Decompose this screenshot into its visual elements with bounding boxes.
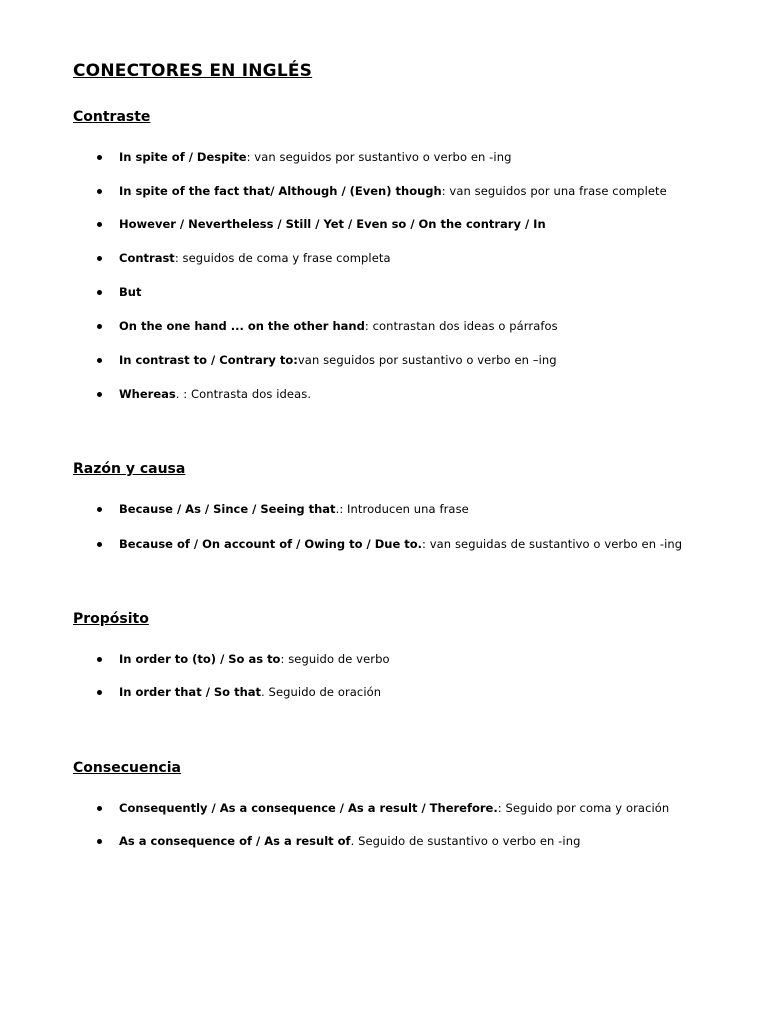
bullet-icon xyxy=(97,222,102,227)
connector-description: : seguidos de coma y frase completa xyxy=(174,251,391,265)
section-heading-proposito: Propósito xyxy=(73,611,149,627)
connector-description: . : Contrasta dos ideas. xyxy=(175,387,312,401)
list-item xyxy=(95,181,667,201)
connector-description: . Seguido de oración xyxy=(261,685,382,699)
list-item xyxy=(95,649,390,669)
connector-term: In order to (to) / So as to xyxy=(119,652,281,666)
bullet-icon xyxy=(97,358,102,363)
bullet-icon xyxy=(97,256,102,261)
list-item xyxy=(95,384,311,404)
connector-term: In spite of the fact that/ Although / (Even) though xyxy=(119,184,442,198)
connector-description: .: Introducen una frase xyxy=(335,502,469,516)
list-item xyxy=(95,316,558,336)
connector-term: Because / As / Since / Seeing that xyxy=(119,502,336,516)
connector-term: As a consequence of / As a result of xyxy=(119,834,351,848)
connector-term: Contrast xyxy=(119,251,175,265)
connector-term: But xyxy=(119,285,142,299)
connector-term: Because of / On account of / Owing to / Due to. xyxy=(119,537,423,551)
list-item xyxy=(95,282,141,302)
connector-description: : contrastan dos ideas o párrafos xyxy=(364,319,558,333)
bullet-icon xyxy=(97,806,102,811)
list-item xyxy=(95,798,669,818)
bullet-icon xyxy=(97,542,102,547)
section-heading-contraste: Contraste xyxy=(73,109,151,125)
connector-term: In order that / So that xyxy=(119,685,262,699)
section-heading-razon-y-causa: Razón y causa xyxy=(73,461,186,477)
bullet-icon xyxy=(97,155,102,160)
list-item xyxy=(95,499,469,519)
bullet-icon xyxy=(97,507,102,512)
connector-description: . Seguido de sustantivo o verbo en -ing xyxy=(350,834,581,848)
connector-description: : van seguidas de sustantivo o verbo en -ing xyxy=(422,537,683,551)
connector-description: van seguidos por sustantivo o verbo en –ing xyxy=(297,353,557,367)
section-heading-consecuencia: Consecuencia xyxy=(73,760,181,776)
bullet-icon xyxy=(97,839,102,844)
connector-term: However / Nevertheless / Still / Yet / Even so / On the contrary / In xyxy=(119,217,546,231)
list-item xyxy=(95,214,546,234)
list-item xyxy=(95,350,557,370)
bullet-icon xyxy=(97,392,102,397)
connector-term: On the one hand ... on the other hand xyxy=(119,319,365,333)
connector-term: In contrast to / Contrary to: xyxy=(119,353,298,367)
connector-description: : seguido de verbo xyxy=(280,652,390,666)
connector-description: : van seguidos por una frase complete xyxy=(441,184,667,198)
list-item xyxy=(95,248,391,268)
bullet-icon xyxy=(97,189,102,194)
bullet-icon xyxy=(97,324,102,329)
connector-term: Whereas xyxy=(119,387,176,401)
list-item xyxy=(95,682,381,702)
document-title: CONECTORES EN INGLÉS xyxy=(73,61,313,81)
connector-description: : Seguido por coma y oración xyxy=(497,801,670,815)
list-item xyxy=(95,831,581,851)
list-item xyxy=(95,147,512,167)
connector-term: In spite of / Despite xyxy=(119,150,247,164)
connector-description: : van seguidos por sustantivo o verbo en -ing xyxy=(246,150,512,164)
list-item xyxy=(95,534,682,554)
bullet-icon xyxy=(97,290,102,295)
connector-term: Consequently / As a consequence / As a result / Therefore. xyxy=(119,801,498,815)
bullet-icon xyxy=(97,657,102,662)
bullet-icon xyxy=(97,690,102,695)
